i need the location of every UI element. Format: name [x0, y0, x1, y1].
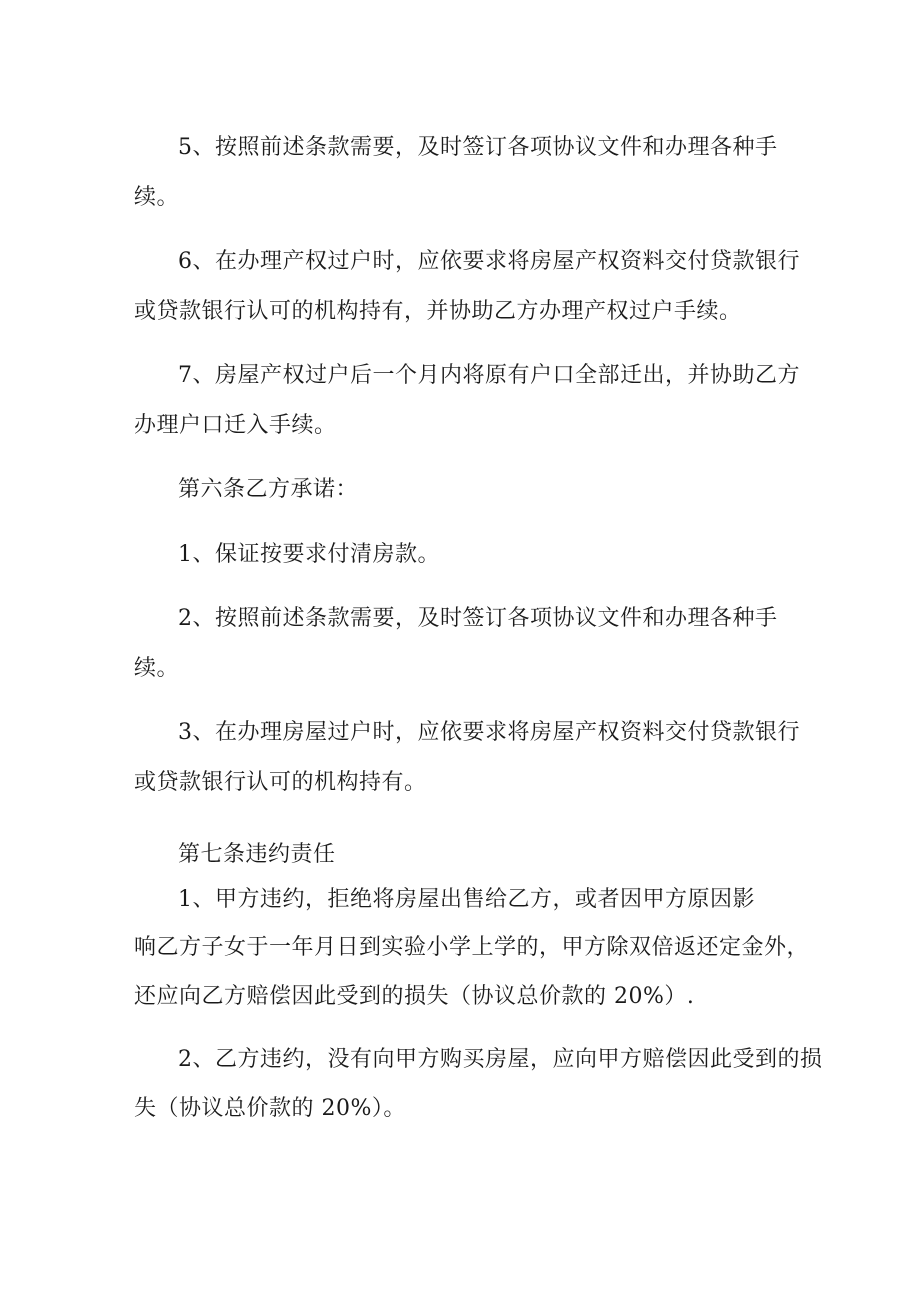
clause-5-line-2: 续。	[134, 185, 180, 210]
b-clause-2-line-2: 续。	[134, 656, 180, 681]
breach-1-line-1: 1、甲方违约，拒绝将房屋出售给乙方，或者因甲方原因影	[178, 887, 755, 912]
b-clause-3-line-2: 或贷款银行认可的机构持有。	[134, 770, 427, 795]
breach-2-line-1: 2、乙方违约，没有向甲方购买房屋，应向甲方赔偿因此受到的损	[178, 1047, 823, 1072]
article-7-heading: 第七条违约责任	[178, 842, 336, 867]
clause-5-line-1: 5、按照前述条款需要，及时签订各项协议文件和办理各种手	[178, 135, 778, 160]
breach-1-line-2: 响乙方子女于一年月日到实验小学上学的，甲方除双倍返还定金外，	[134, 935, 810, 960]
clause-6-line-1: 6、在办理产权过户时，应依要求将房屋产权资料交付贷款银行	[178, 249, 800, 274]
b-clause-1-line-1: 1、保证按要求付清房款。	[178, 542, 440, 567]
clause-7-line-2: 办理户口迁入手续。	[134, 413, 337, 438]
b-clause-3-line-1: 3、在办理房屋过户时，应依要求将房屋产权资料交付贷款银行	[178, 720, 800, 745]
clause-7-line-1: 7、房屋产权过户后一个月内将原有户口全部迁出，并协助乙方	[178, 363, 800, 388]
breach-2-line-2: 失（协议总价款的 20%）。	[134, 1096, 406, 1121]
breach-1-line-3: 还应向乙方赔偿因此受到的损失（协议总价款的 20%）.	[134, 984, 695, 1009]
clause-6-line-2: 或贷款银行认可的机构持有，并协助乙方办理产权过户手续。	[134, 299, 742, 324]
article-6-heading: 第六条乙方承诺：	[178, 477, 359, 502]
b-clause-2-line-1: 2、按照前述条款需要，及时签订各项协议文件和办理各种手	[178, 606, 778, 631]
